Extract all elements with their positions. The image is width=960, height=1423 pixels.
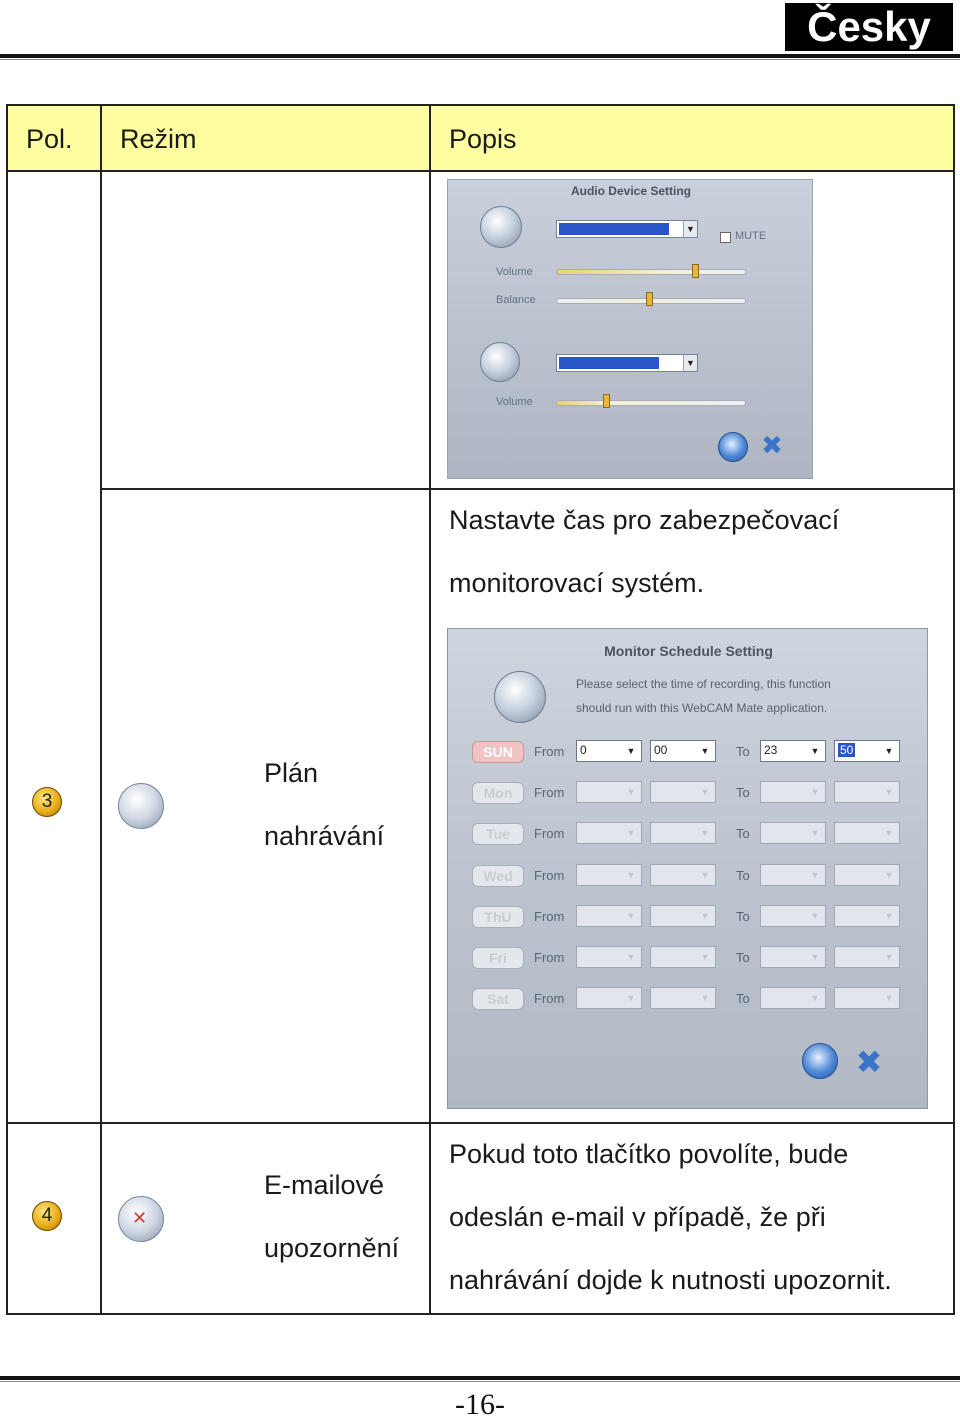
row-mode-line2: nahrávání bbox=[264, 821, 385, 851]
from-label: From bbox=[534, 868, 565, 883]
from-minute-select[interactable]: ▼ bbox=[650, 905, 716, 927]
chevron-down-icon[interactable]: ▼ bbox=[683, 221, 697, 237]
to-hour-select[interactable]: ▼ bbox=[760, 864, 826, 886]
mute-checkbox[interactable] bbox=[720, 232, 731, 243]
row-divider bbox=[100, 488, 953, 490]
row-description-line2: monitorovací systém. bbox=[449, 568, 705, 598]
from-minute-select[interactable]: ▼ bbox=[650, 864, 716, 886]
to-label: To bbox=[736, 909, 750, 924]
day-button-fri[interactable]: Fri bbox=[472, 947, 524, 969]
to-minute-select[interactable]: ▼ bbox=[834, 987, 900, 1009]
panel-title: Monitor Schedule Setting bbox=[604, 643, 773, 659]
mic-volume-slider-thumb[interactable] bbox=[603, 394, 610, 408]
to-hour-select[interactable]: ▼ bbox=[760, 905, 826, 927]
table-header bbox=[8, 106, 953, 172]
row-description-line1: Nastavte čas pro zabezpečovací bbox=[449, 505, 840, 535]
volume-slider[interactable] bbox=[556, 269, 746, 275]
row-mode-line1: Plán bbox=[264, 758, 319, 788]
from-hour-select[interactable]: ▼ bbox=[576, 864, 642, 886]
mic-volume-slider[interactable] bbox=[556, 400, 746, 406]
panel-title: Audio Device Setting bbox=[570, 184, 692, 198]
row-description-line3: nahrávání dojde k nutnosti upozornit. bbox=[449, 1265, 892, 1295]
from-hour-select[interactable]: ▼ bbox=[576, 781, 642, 803]
clock-icon bbox=[494, 671, 546, 723]
to-minute-select[interactable]: ▼ bbox=[834, 822, 900, 844]
column-header-mode: Režim bbox=[120, 124, 197, 154]
from-hour-select[interactable]: 0 ▼ bbox=[576, 740, 642, 762]
from-hour-select[interactable]: ▼ bbox=[576, 905, 642, 927]
from-minute-select[interactable]: ▼ bbox=[650, 781, 716, 803]
page-number: -16- bbox=[455, 1388, 505, 1421]
day-button-tue[interactable]: Tue bbox=[472, 823, 524, 845]
from-hour-select[interactable]: ▼ bbox=[576, 946, 642, 968]
monitor-schedule-setting-panel bbox=[447, 628, 928, 1109]
to-hour-select[interactable]: ▼ bbox=[760, 987, 826, 1009]
top-rule-thin bbox=[0, 59, 960, 60]
from-hour-select[interactable]: ▼ bbox=[576, 987, 642, 1009]
day-button-thu[interactable]: ThU bbox=[472, 906, 524, 928]
apply-refresh-button[interactable] bbox=[802, 1043, 838, 1079]
selected-device bbox=[559, 357, 659, 369]
from-label: From bbox=[534, 909, 565, 924]
from-minute-select[interactable]: ▼ bbox=[650, 987, 716, 1009]
email-disabled-icon: ✕ bbox=[132, 1208, 148, 1229]
to-label: To bbox=[736, 826, 750, 841]
row-divider bbox=[8, 1122, 953, 1124]
to-minute-select[interactable]: ▼ bbox=[834, 864, 900, 886]
to-minute-select[interactable]: ▼ bbox=[834, 946, 900, 968]
language-label: Česky bbox=[785, 3, 953, 51]
day-button-sat[interactable]: Sat bbox=[472, 988, 524, 1010]
day-button-mon[interactable]: Mon bbox=[472, 782, 524, 804]
top-rule bbox=[0, 54, 960, 58]
balance-slider-thumb[interactable] bbox=[646, 292, 653, 306]
balance-label: Balance bbox=[496, 294, 536, 306]
from-hour-select[interactable]: ▼ bbox=[576, 822, 642, 844]
day-button-sun[interactable]: SUN bbox=[472, 741, 524, 763]
row-mode-line2: upozornění bbox=[264, 1233, 400, 1263]
from-label: From bbox=[534, 744, 565, 759]
to-label: To bbox=[736, 868, 750, 883]
from-minute-select[interactable]: ▼ bbox=[650, 946, 716, 968]
to-label: To bbox=[736, 785, 750, 800]
column-header-number: Pol. bbox=[26, 124, 73, 154]
volume-slider-thumb[interactable] bbox=[692, 264, 699, 278]
bottom-rule bbox=[0, 1376, 960, 1380]
to-hour-select[interactable]: 23 ▼ bbox=[760, 740, 826, 762]
row-number-badge: 3 bbox=[32, 787, 62, 817]
from-minute-select[interactable]: 00 ▼ bbox=[650, 740, 716, 762]
mic-volume-label: Volume bbox=[496, 396, 533, 408]
selected-device bbox=[559, 223, 669, 235]
to-minute-select[interactable]: 50 ▼ bbox=[834, 740, 900, 762]
to-hour-select[interactable]: ▼ bbox=[760, 946, 826, 968]
row-mode-line1: E-mailové bbox=[264, 1170, 385, 1200]
day-button-wed[interactable]: Wed bbox=[472, 865, 524, 887]
microphone-icon bbox=[480, 342, 520, 382]
row-number-badge: 4 bbox=[32, 1201, 62, 1231]
to-minute-select[interactable]: ▼ bbox=[834, 781, 900, 803]
from-label: From bbox=[534, 950, 565, 965]
to-hour-select[interactable]: ▼ bbox=[760, 781, 826, 803]
email-alert-icon bbox=[118, 1196, 164, 1242]
to-minute-select[interactable]: ▼ bbox=[834, 905, 900, 927]
apply-refresh-button[interactable] bbox=[718, 432, 748, 462]
row-description-line2: odeslán e-mail v případě, že při bbox=[449, 1202, 826, 1232]
speaker-device-select[interactable] bbox=[556, 220, 698, 238]
from-label: From bbox=[534, 826, 565, 841]
mute-label: MUTE bbox=[735, 230, 767, 242]
close-icon[interactable]: ✖ bbox=[761, 431, 783, 461]
audio-device-setting-panel bbox=[447, 179, 813, 479]
column-divider bbox=[100, 106, 102, 1313]
row-description-line1: Pokud toto tlačítko povolíte, bude bbox=[449, 1139, 849, 1169]
bottom-rule-thin bbox=[0, 1381, 960, 1382]
speaker-icon bbox=[480, 206, 522, 248]
volume-label: Volume bbox=[496, 266, 533, 278]
chevron-down-icon[interactable]: ▼ bbox=[683, 355, 697, 371]
from-label: From bbox=[534, 991, 565, 1006]
to-label: To bbox=[736, 744, 750, 759]
column-divider bbox=[429, 106, 431, 1313]
to-label: To bbox=[736, 991, 750, 1006]
panel-description-line2: should run with this WebCAM Mate application. bbox=[576, 701, 828, 715]
to-label: To bbox=[736, 950, 750, 965]
close-icon[interactable]: ✖ bbox=[855, 1043, 883, 1081]
panel-description-line1: Please select the time of recording, this function bbox=[576, 677, 831, 691]
to-hour-select[interactable]: ▼ bbox=[760, 822, 826, 844]
schedule-clock-icon bbox=[118, 783, 164, 829]
mic-device-select[interactable] bbox=[556, 354, 698, 372]
from-minute-select[interactable]: ▼ bbox=[650, 822, 716, 844]
from-label: From bbox=[534, 785, 565, 800]
column-header-description: Popis bbox=[449, 124, 517, 154]
